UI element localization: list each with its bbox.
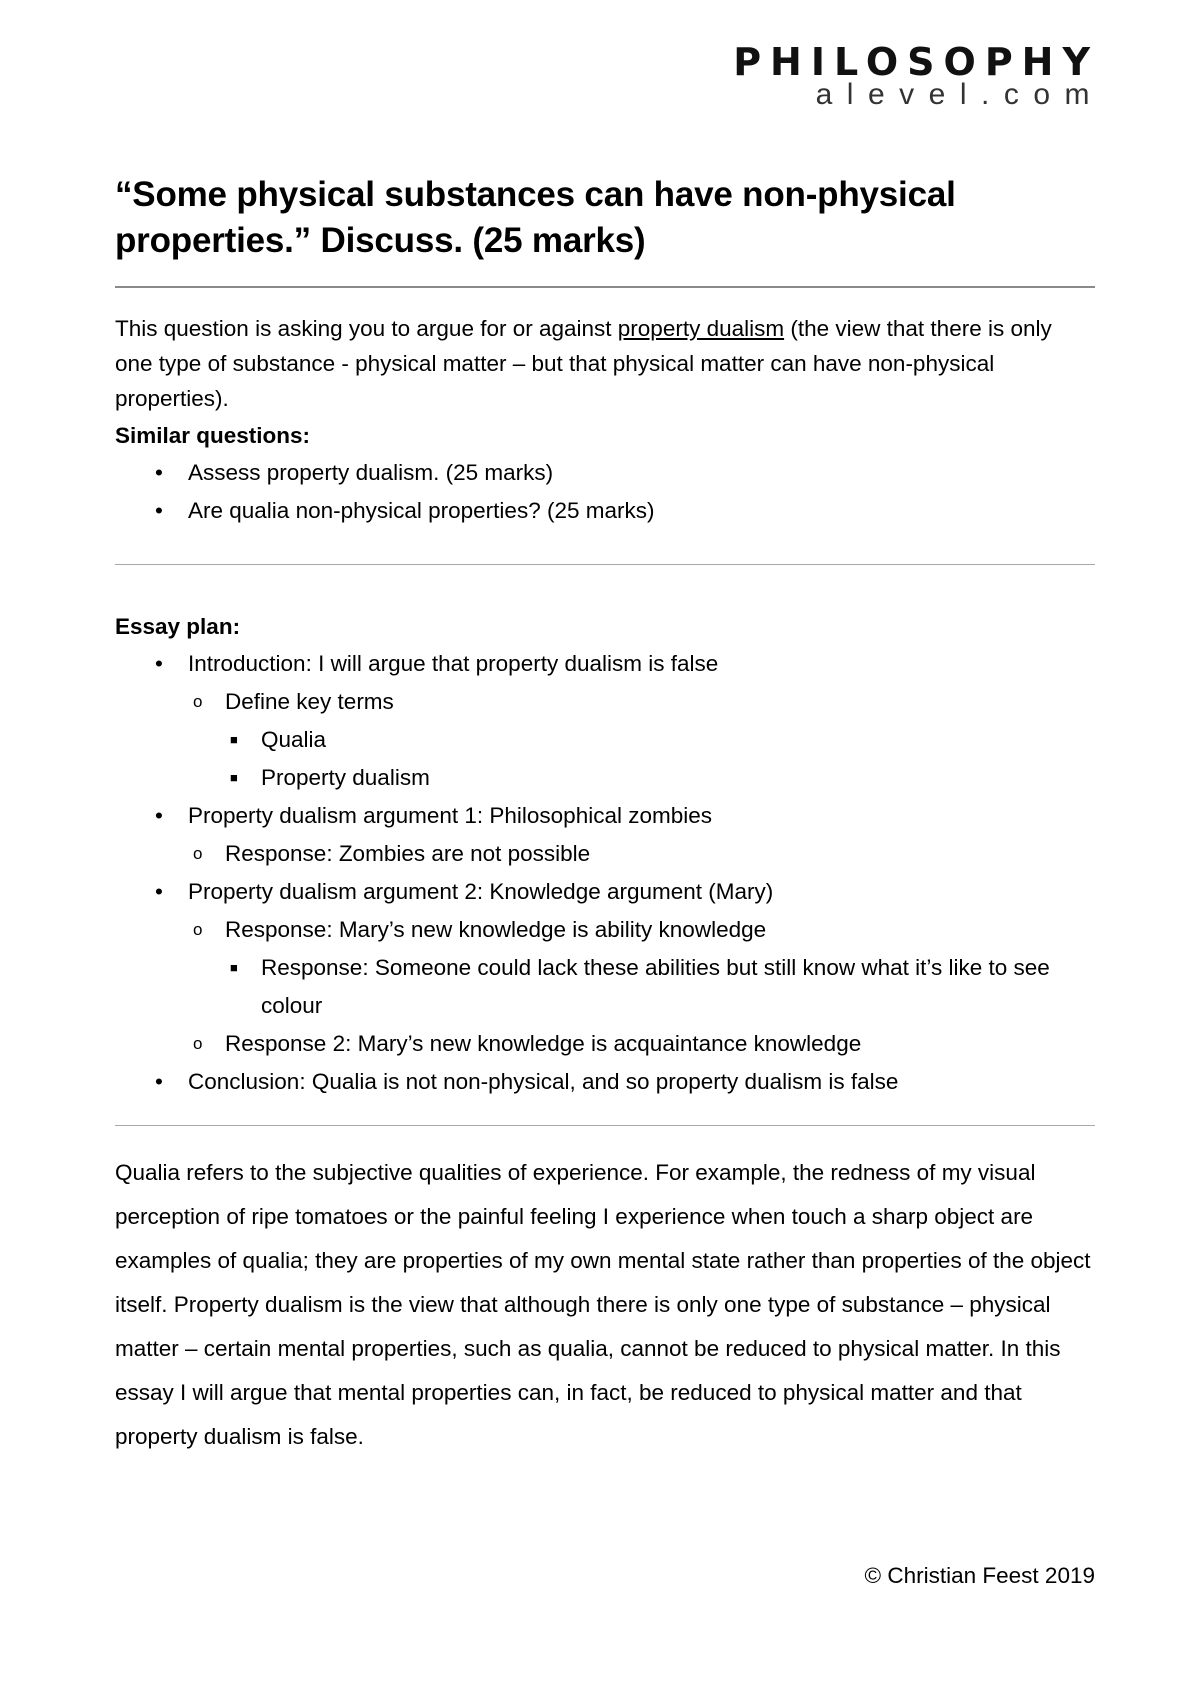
plan-item-text: Qualia: [261, 727, 327, 752]
plan-item-text: Property dualism argument 1: Philosophical zombies: [188, 803, 713, 828]
list-item-text: Assess property dualism. (25 marks): [188, 460, 554, 485]
copyright-footer: © Christian Feest 2019: [864, 1563, 1095, 1588]
plan-item-text: Response: Zombies are not possible: [225, 841, 591, 866]
list-item: [115, 454, 1095, 492]
square-bullet-icon: ■: [230, 732, 238, 747]
plan-item-text: Define key terms: [225, 689, 394, 714]
logo-wordmark: PHILOSOPHY: [733, 40, 1099, 84]
circle-bullet-icon: o: [193, 1034, 203, 1053]
circle-bullet-icon: o: [193, 844, 203, 863]
bullet-icon: •: [155, 498, 163, 523]
circle-bullet-icon: o: [193, 692, 203, 711]
intro-text-before: This question is asking you to argue for or against: [115, 316, 618, 341]
document-body: [115, 172, 1095, 1459]
plan-item: [115, 721, 1095, 759]
list-item-text: Are qualia non-physical properties? (25 marks): [188, 498, 655, 523]
site-logo: [733, 40, 1104, 111]
plan-item-text: Response: Mary’s new knowledge is ability knowledge: [225, 917, 767, 942]
bullet-icon: •: [155, 879, 163, 904]
similar-questions-list: [115, 454, 1095, 530]
plan-item: [115, 873, 1095, 911]
circle-bullet-icon: o: [193, 920, 203, 939]
plan-item: [115, 835, 1095, 873]
plan-item-text: Introduction: I will argue that property dualism is false: [188, 651, 719, 676]
similar-questions-heading: Similar questions:: [115, 423, 311, 448]
plan-item-text: Conclusion: Qualia is not non-physical, and so property dualism is false: [188, 1069, 899, 1094]
plan-item: [115, 797, 1095, 835]
bullet-icon: •: [155, 803, 163, 828]
essay-introduction-paragraph: Qualia refers to the subjective qualities of experience. For example, the redness of my visual perception of ripe tomatoes or the painful feeling I experience when touch a sharp object are examples of qualia; they are properties of my own mental state rather than properties of the object itself. Property dualism is the view that although there is only one type of substance – physical matter – certain mental properties, such as qualia, cannot be reduced to physical matter. In this essay I will argue that mental properties can, in fact, be reduced to physical matter and that property dualism is false.: [115, 1160, 1091, 1449]
square-bullet-icon: ■: [230, 770, 238, 785]
divider: [115, 286, 1095, 288]
plan-item: [115, 645, 1095, 683]
intro-text-after: (the view that there is only one type of substance - physical matter – but that physical matter can have non-physical properties).: [115, 316, 1052, 411]
plan-item: [115, 1025, 1095, 1063]
plan-item-text: Response: Someone could lack these abilities but still know what it’s like to see colour: [261, 955, 1050, 1018]
essay-plan-heading: Essay plan:: [115, 614, 241, 639]
property-dualism-link[interactable]: property dualism: [617, 316, 785, 341]
bullet-icon: •: [155, 651, 163, 676]
divider: [115, 564, 1095, 565]
plan-item: [115, 1063, 1095, 1101]
plan-item: [115, 683, 1095, 721]
list-item: [115, 492, 1095, 530]
plan-item-text: Response 2: Mary’s new knowledge is acquaintance knowledge: [225, 1031, 862, 1056]
plan-item: [115, 911, 1095, 949]
plan-item-text: Property dualism: [261, 765, 430, 790]
plan-item: [115, 949, 1095, 1025]
bullet-icon: •: [155, 460, 163, 485]
page-title: “Some physical substances can have non-physical properties.” Discuss. (25 marks): [115, 175, 956, 260]
plan-item-text: Property dualism argument 2: Knowledge argument (Mary): [188, 879, 774, 904]
essay-plan-list: [115, 645, 1095, 1101]
divider: [115, 1125, 1095, 1126]
square-bullet-icon: ■: [230, 960, 238, 975]
plan-item: [115, 759, 1095, 797]
bullet-icon: •: [155, 1069, 163, 1094]
logo-domain: alevel.com: [815, 78, 1104, 111]
intro-paragraph: [115, 311, 1095, 416]
